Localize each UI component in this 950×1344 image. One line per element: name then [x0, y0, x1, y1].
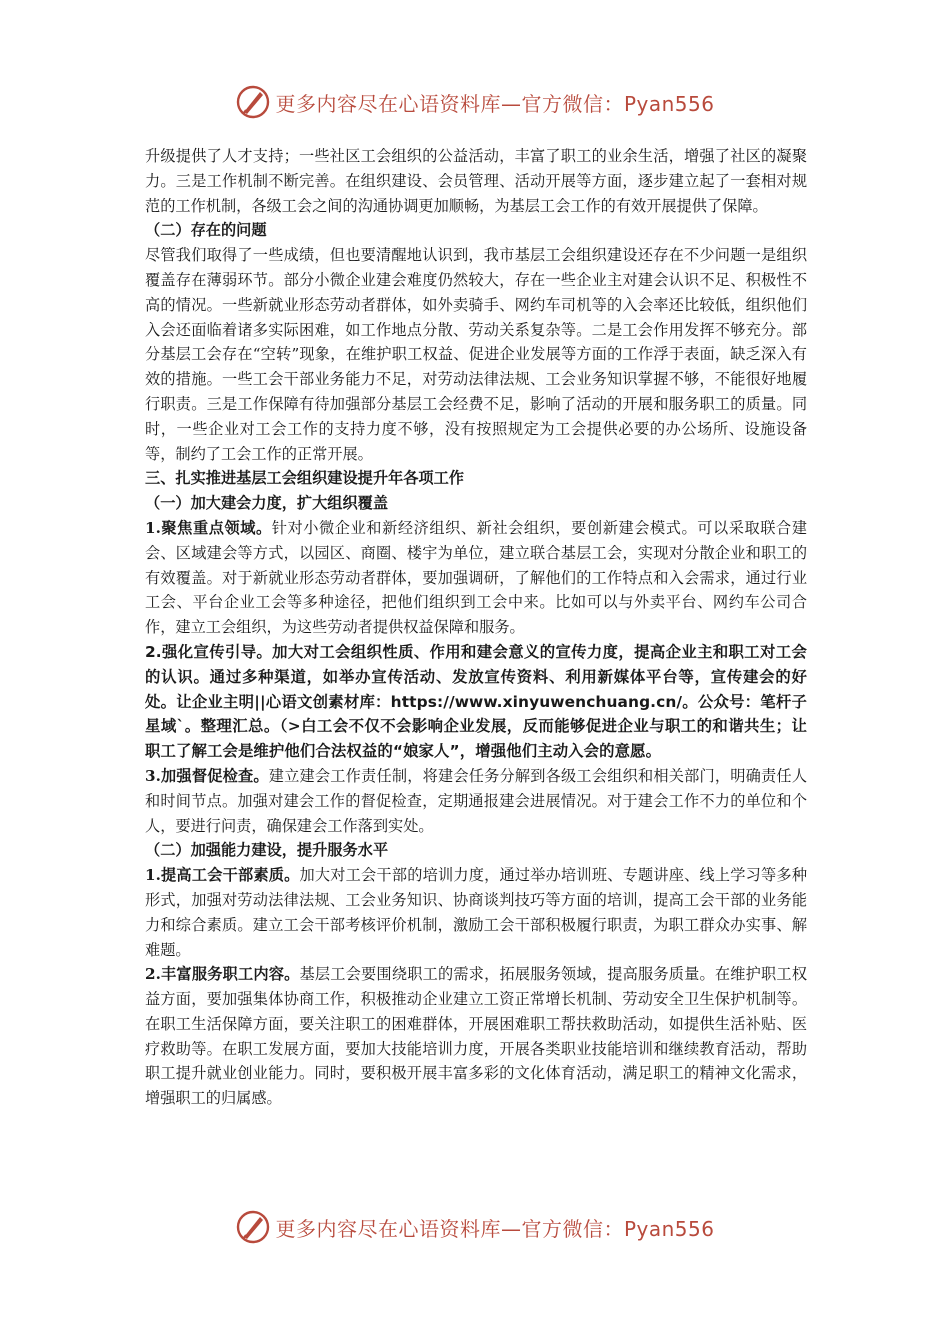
- quill-logo-icon: [235, 84, 271, 120]
- item-text: 加大对工会干部的培训力度，通过举办培训班、专题讲座、线上学习等多种形式，加强对劳动法律法规、工会业务知识、协商谈判技巧等方面的培训，提高工会干部的业务能力和综合素质。建立工会干部考核评价机制，激励工会干部积极履行职责，为职工群众办实事、解难题。: [145, 866, 808, 959]
- paragraph-problems: 尽管我们取得了一些成绩，但也要清醒地认识到，我市基层工会组织建设还存在不少问题一是组织覆盖存在薄弱环节。部分小微企业建会难度仍然较大，存在一些企业主对建会认识不足、积极性不高的情况。一些新就业形态劳动者群体，如外卖骑手、网约车司机等的入会率还比较低，组织他们入会还面临着诸多实际困难，如工作地点分散、劳动关系复杂等。二是工会作用发挥不够充分。部分基层工会存在“空转”现象，在维护职工权益、促进企业发展等方面的工作浮于表面，缺乏深入有效的措施。一些工会干部业务能力不足，对劳动法律法规、工会业务知识掌握不够，不能很好地履行职责。三是工作保障有待加强部分基层工会经费不足，影响了活动的开展和服务职工的质量。同时，一些企业对工会工作的支持力度不够，没有按照规定为工会提供必要的办公场所、设施设备等，制约了工会工作的正常开展。: [145, 246, 807, 463]
- item-lead: 3.加强督促检查。: [145, 766, 269, 785]
- paragraph-service-content: [145, 962, 807, 1111]
- document-body: [145, 144, 807, 1111]
- heading-expand-coverage: （一）加大建会力度，扩大组织覆盖: [145, 494, 388, 513]
- footer-banner-text: 更多内容尽在心语资料库—官方微信：Pyan556: [275, 1216, 715, 1241]
- paragraph-achievements-end: 升级提供了人才支持；一些社区工会组织的公益活动，丰富了职工的业余生活，增强了社区的凝聚力。三是工作机制不断完善。在组织建设、会员管理、活动开展等方面，逐步建立起了一套相对规范的工作机制，各级工会之间的沟通协调更加顺畅，为基层工会工作的有效开展提供了保障。: [145, 147, 807, 215]
- heading-section-three: 三、扎实推进基层工会组织建设提升年各项工作: [145, 469, 464, 488]
- item-lead: 1.聚焦重点领域。: [145, 518, 272, 537]
- item-text: 针对小微企业和新经济组织、新社会组织，要创新建会模式。可以采取联合建会、区域建会等方式，以园区、商圈、楼宇为单位，建立联合基层工会，实现对分散企业和职工的有效覆盖。对于新就业形态劳动者群体，要加强调研，了解他们的工作特点和入会需求，通过行业工会、平台企业工会等多种途径，把他们组织到工会中来。比如可以与外卖平台、网约车公司合作，建立工会组织，为这些劳动者提供权益保障和服务。: [145, 518, 808, 637]
- paragraph-focus-key-areas: [145, 516, 807, 640]
- item-text: 建立建会工作责任制，将建会任务分解到各级工会组织和相关部门，明确责任人和时间节点。加强对建会工作的督促检查，定期通报建会进展情况。对于建会工作不力的单位和个人，要进行问责，确保建会工作落到实处。: [145, 766, 808, 835]
- header-banner: [0, 82, 950, 122]
- header-banner-text: 更多内容尽在心语资料库—官方微信：Pyan556: [275, 91, 715, 116]
- item-text: 基层工会要围绕职工的需求，拓展服务领域，提高服务质量。在维护职工权益方面，要加强集体协商工作，积极推动企业建立工资正常增长机制、劳动安全卫生保护机制等。在职工生活保障方面，要关注职工的困难群体，开展困难职工帮扶救助活动，如提供生活补贴、医疗救助等。在职工发展方面，要加大技能培训力度，开展各类职业技能培训和继续教育活动，帮助职工提升就业创业能力。同时，要积极开展丰富多彩的文化体育活动，满足职工的精神文化需求，增强职工的归属感。: [145, 965, 808, 1108]
- paragraph-supervision: [145, 764, 807, 838]
- heading-capacity-building: （二）加强能力建设，提升服务水平: [145, 841, 388, 860]
- footer-banner: [0, 1207, 950, 1247]
- quill-logo-icon: [235, 1209, 271, 1245]
- item-lead: 2.丰富服务职工内容。: [145, 965, 300, 984]
- heading-existing-problems: （二）存在的问题: [145, 221, 267, 240]
- paragraph-cadre-quality: [145, 863, 807, 962]
- paragraph-publicity-guidance: 2.强化宣传引导。加大对工会组织性质、作用和建会意义的宣传力度，提高企业主和职工对工会的认识。通过多种渠道，如举办宣传活动、发放宣传资料、利用新媒体平台等，宣传建会的好处。让企业主明||心语文创素材库：https://www.xinyuwenchuang.cn/。公众号：笔杆子星域`。整理汇总。（>白工会不仅不会影响企业发展，反而能够促进企业与职工的和谐共生；让职工了解工会是维护他们合法权益的“娘家人”，增强他们主动入会的意愿。: [145, 642, 807, 761]
- item-lead: 1.提高工会干部素质。: [145, 866, 300, 885]
